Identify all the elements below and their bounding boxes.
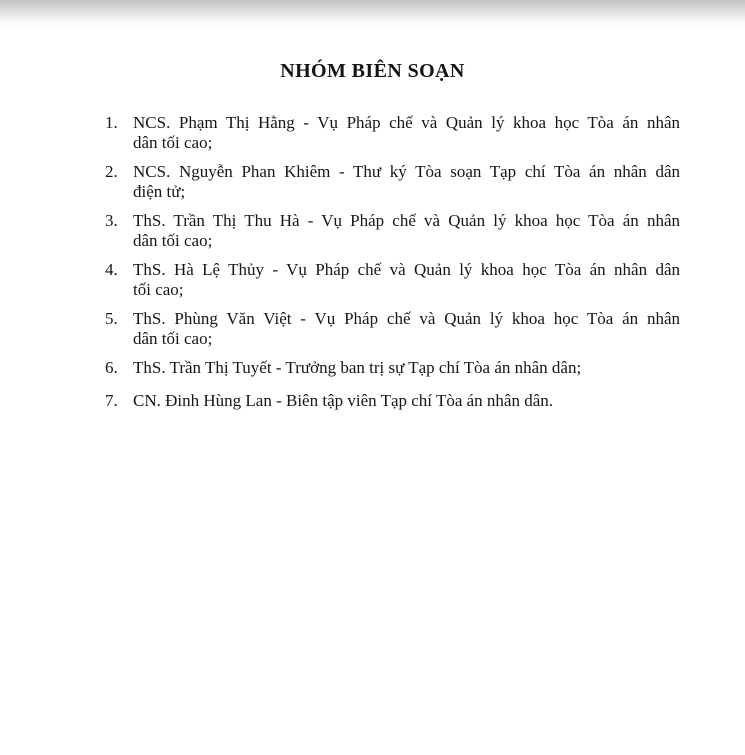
- list-item-line: NCS. Nguyễn Phan Khiêm - Thư ký Tòa soạn Tạp chí Tòa án nhân dân: [133, 162, 680, 181]
- list-item-number: 7.: [105, 391, 118, 410]
- list-item: [105, 162, 680, 202]
- list-item-number: 2.: [105, 162, 118, 181]
- list-item: [105, 358, 680, 378]
- list-item-line: ThS. Trần Thị Thu Hà - Vụ Pháp chế và Quản lý khoa học Tòa án nhân: [133, 211, 680, 230]
- list-item-line: điện tử;: [133, 182, 186, 201]
- list-item-number: 3.: [105, 211, 118, 230]
- list-item-line: ThS. Trần Thị Tuyết - Trưởng ban trị sự Tạp chí Tòa án nhân dân;: [133, 358, 582, 377]
- page-top-edge-shadow: [0, 0, 745, 27]
- page-title: NHÓM BIÊN SOẠN: [280, 60, 465, 83]
- list-item: [105, 211, 680, 251]
- list-item-line: ThS. Phùng Văn Việt - Vụ Pháp chế và Quản lý khoa học Tòa án nhân: [133, 309, 680, 328]
- list-item-line: CN. Đinh Hùng Lan - Biên tập viên Tạp chí Tòa án nhân dân.: [133, 391, 554, 410]
- list-item-line: NCS. Phạm Thị Hằng - Vụ Pháp chế và Quản lý khoa học Tòa án nhân: [133, 113, 680, 132]
- editor-list: [105, 113, 680, 420]
- list-item: [105, 309, 680, 349]
- list-item-number: 6.: [105, 358, 118, 377]
- list-item: [105, 113, 680, 153]
- list-item-line: ThS. Hà Lệ Thủy - Vụ Pháp chế và Quản lý khoa học Tòa án nhân dân: [133, 260, 680, 279]
- list-item-line: dân tối cao;: [133, 231, 213, 250]
- list-item-line: dân tối cao;: [133, 329, 213, 348]
- list-item-line: dân tối cao;: [133, 133, 213, 152]
- list-item-number: 5.: [105, 309, 118, 328]
- list-item: [105, 391, 680, 411]
- list-item: [105, 260, 680, 300]
- list-item-number: 4.: [105, 260, 118, 279]
- list-item-line: tối cao;: [133, 280, 184, 299]
- list-item-number: 1.: [105, 113, 118, 132]
